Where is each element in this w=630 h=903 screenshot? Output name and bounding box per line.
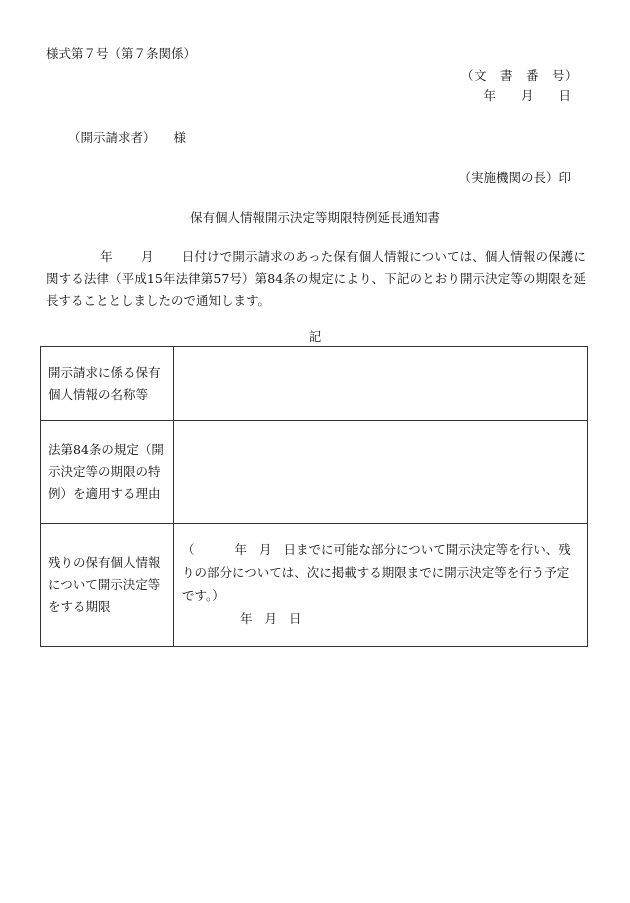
row-value <box>174 421 588 524</box>
recipient <box>68 132 186 145</box>
form-number: 様式第７号（第７条関係） <box>46 46 197 61</box>
row-value <box>174 347 588 421</box>
issuer-seal: （実施機関の長）印 <box>458 170 571 185</box>
body-year: 年 <box>100 249 113 264</box>
recipient-label: （開示請求者） <box>68 130 156 145</box>
deadline-month: 月 <box>259 542 272 557</box>
row-label: 開示請求に係る保有個人情報の名称等 <box>41 347 174 421</box>
document-number: （文 書 番 号） <box>460 68 578 83</box>
ki-heading: 記 <box>308 329 322 344</box>
deadline-cell <box>174 524 588 647</box>
table-row <box>41 347 588 421</box>
row-label: 法第84条の規定（開示決定等の期限の特例）を適用する理由 <box>41 421 174 524</box>
final-year: 年 <box>240 611 253 626</box>
notice-body <box>46 246 586 312</box>
recipient-honorific: 様 <box>173 130 187 145</box>
deadline-text: 日までに可能な部分について開示決定等を行い、残りの部分については、次に掲載する期限までに開示決定等を行う予定です。） <box>182 542 571 603</box>
document-title: 保有個人情報開示決定等期限特例延長通知書 <box>189 210 440 225</box>
body-text: 日付けで開示請求のあった保有個人情報については、個人情報の保護に関する法律（平成15年法律第57号）第84条の規定により、下記のとおり開示決定等の期限を延長することとしましたので通知します。 <box>46 249 586 308</box>
final-month: 月 <box>264 611 278 626</box>
issue-date: 年 月 日 <box>483 88 571 103</box>
deadline-year: 年 <box>234 542 248 557</box>
table-row <box>41 524 588 647</box>
body-month: 月 <box>140 249 154 264</box>
table-row <box>41 421 588 524</box>
final-day: 日 <box>289 611 302 626</box>
row-label: 残りの保有個人情報について開示決定等をする期限 <box>41 524 174 647</box>
open-paren: （ <box>182 542 195 557</box>
details-table <box>40 346 588 647</box>
